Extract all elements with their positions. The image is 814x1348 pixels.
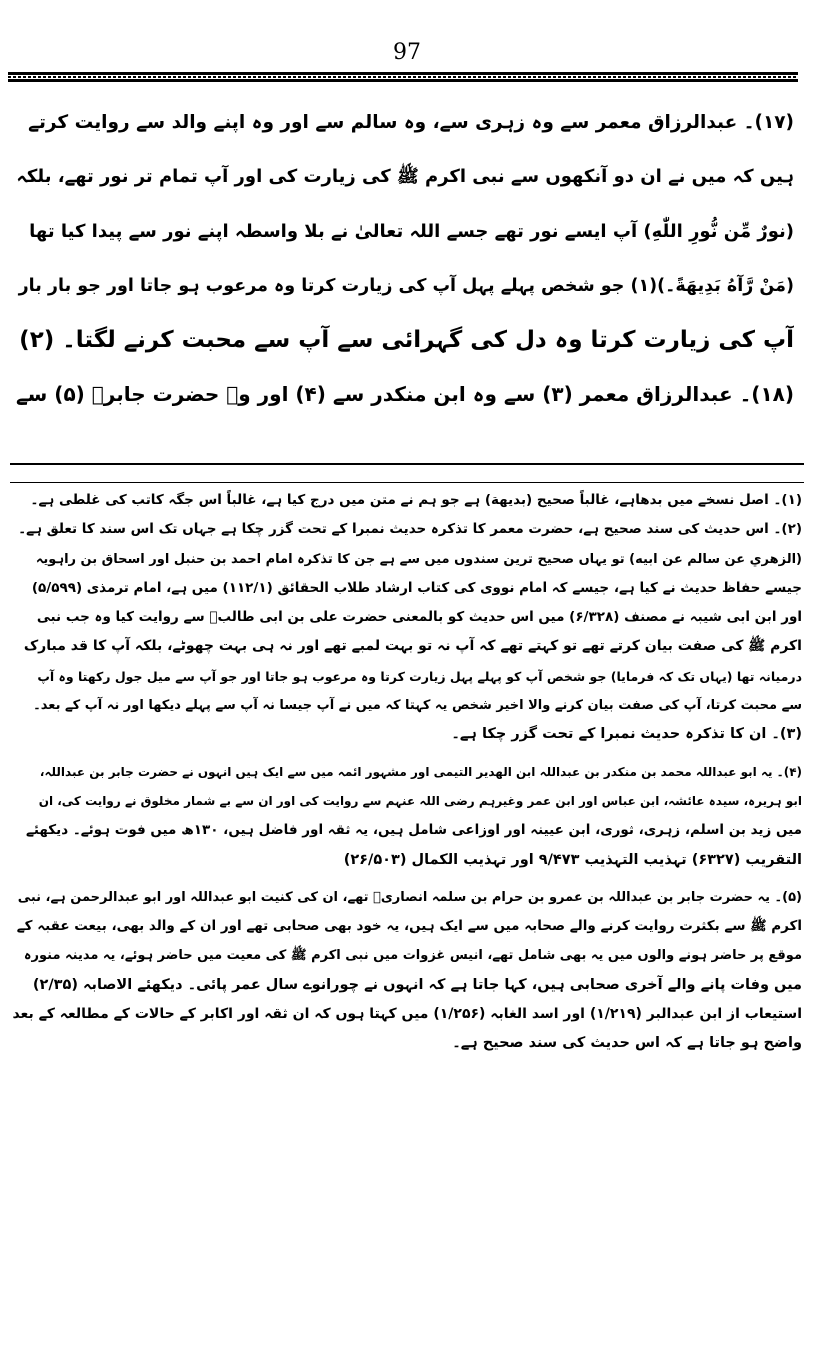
footnote-line: سے محبت کرتا، آپ کی صفت بیان کرنے والا اخیر شخص یہ کہتا کہ میں نے آپ جیسا نہ آپ سے پہلے دیکھا اور نہ آپ کے بعد۔: [33, 698, 802, 714]
main-text-line: آپ کی زیارت کرتا وہ دل کی گہرائی سے آپ سے محبت کرنے لگتا۔ (۲): [19, 327, 794, 354]
footnote-separator: [10, 482, 804, 483]
footnote-line: اور ابن ابی شیبہ نے مصنف (۶/۳۲۸) میں اس حدیث کو بالمعنی حضرت علی بن ابی طالبؓ سے روایت کیا وہ جب نبی: [36, 609, 802, 626]
footnote-line: (۱)۔ اصل نسخے میں بدھاہے، غالباً صحیح (بدیھة) ہے جو ہم نے متن میں درج کیا ہے، غالباً اس جگہ کاتب کی غلطی ہے۔: [30, 492, 802, 508]
main-text: [14, 96, 794, 422]
footnote-line: (۳)۔ ان کا تذکرہ حدیث نمبرا کے تحت گزر چکا ہے۔: [451, 726, 802, 743]
main-text-line: (مَنْ رَّآهُ بَدِيهَةً۔)(۱) جو شخص پہلے پہل آپ کی زیارت کرتا وہ مرعوب ہو جاتا اور جو بار بار: [18, 275, 794, 296]
footnote-line: (۲)۔ اس حدیث کی سند صحیح ہے، حضرت معمر کا تذکرہ حدیث نمبرا کے تحت گزر چکا ہے جہاں تک اس سند کا تعلق ہے۔: [18, 521, 802, 538]
footnote-2: [12, 515, 802, 749]
footnote-5: [12, 883, 802, 1059]
footnote-line: موقع پر حاضر ہونے والوں میں یہ بھی شامل تھے، انیس غزوات میں نبی اکرم ﷺ کی معیت میں حاضر ہوئے، یہ مدینہ منورہ: [23, 948, 802, 964]
main-text-line: (۱۷)۔ عبدالرزاق معمر سے وہ زہری سے، وہ سالم سے اور وہ اپنے والد سے روایت کرتے: [28, 112, 794, 133]
main-text-line: ہیں کہ میں نے ان دو آنکھوں سے نبی اکرم ﷺ کی زیارت کی اور آپ تمام تر نور تھے، بلکہ: [16, 166, 794, 188]
header-rule: [8, 72, 798, 82]
page-number: 97: [393, 40, 421, 65]
footnote-line: التقریب (۶۳۲۷) تہذیب التہذیب ۹/۴۷۳ اور تہذیب الکمال (۲۶/۵۰۳): [343, 851, 802, 868]
footnote-line: درمیانہ تھا (یہاں تک کہ فرمایا) جو شخص آپ کو پہلے پہل زیارت کرتا وہ مرعوب ہو جاتا اور جو آپ سے میل جول رکھتا وہ آپ: [37, 668, 802, 684]
footnote-line: (۵)۔ یہ حضرت جابر بن عبداللہ بن عمرو بن حرام بن سلمہ انصاریؓ تھے، ان کی کنیت ابو عبداللہ اور ابو عبدالرحمن ہے، نبی: [17, 889, 802, 905]
footnote-gap: [12, 750, 802, 758]
footnote-line: ابو ہریرہ، سیدہ عائشہ، ابن عباس اور ابن عمر وغیرہم رضی اللہ عنہم سے روایت کی اور ان سے بے شمار مخلوق نے روایت کی، ان: [38, 793, 802, 808]
footnote-line: واضح ہو جاتا ہے کہ اس حدیث کی سند صحیح ہے۔: [452, 1035, 802, 1052]
footnote-line: (۴)۔ یہ ابو عبداللہ محمد بن منکدر بن عبداللہ ابن الهدیر التیمی اور مشہور ائمہ میں سے ایک ہیں انہوں نے حضرت جابر بن عبداللہ،: [39, 764, 802, 779]
footnote-1: [12, 486, 802, 515]
footnote-line: استیعاب از ابن عبدالبر (۱/۲۱۹) اور اسد الغابہ (۱/۲۵۶) میں کہتا ہوں کہ ان ثقہ اور اکابر کے حالات کے مطالعہ کے بعد: [12, 1006, 802, 1023]
main-text-line: (نورٌ مِّن نُّورِ اللّٰهِ) آپ ایسے نور تھے جسے اللہ تعالیٰ نے بلا واسطہ اپنے نور سے پیدا کیا تھا: [29, 220, 794, 242]
footnote-4: [12, 758, 802, 875]
footnote-gap: [12, 875, 802, 883]
footnotes: [12, 486, 802, 1059]
footnote-line: جیسے حفاظ حدیث نے کیا ہے، جیسے کہ امام نووی کی کتاب ارشاد طلاب الحقائق (۱۱۲/۱) میں ہے، امام ترمذی (۵/۵۹۹): [31, 579, 802, 596]
footnote-line: اکرم ﷺ سے بکثرت روایت کرنے والے صحابہ میں سے ایک ہیں، یہ خود بھی صحابی تھے اور ان کے والد بھی، بیعت عقبہ کے: [16, 918, 802, 935]
main-text-underline: [10, 463, 804, 465]
footnote-line: میں زید بن اسلم، زہری، ثوری، ابن عیینہ اور اوزاعی شامل ہیں، یہ ثقہ اور فاضل ہیں، ۱۳۰ھ میں فوت ہوئے۔ دیکھئے: [25, 822, 802, 839]
footnote-line: (الزهري عن سالم عن ابيه) تو یہاں صحیح ترین سندوں میں سے ہے جن کا تذکرہ امام احمد بن حنبل اور اسحاق بن راہویہ: [35, 551, 802, 567]
main-text-line: (۱۸)۔ عبدالرزاق معمر (۳) سے وہ ابن منکدر سے (۴) اور وہ حضرت جابرؓ (۵) سے: [15, 382, 794, 407]
footnote-line: اکرم ﷺ کی صفت بیان کرتے تھے تو کہتے تھے کہ آپ نہ تو بہت لمبے تھے اور نہ ہی بہت چھوٹے، بلکہ آپ کا قد مبارک: [23, 638, 802, 655]
footnote-line: میں وفات پانے والے آخری صحابی ہیں، کہا جاتا ہے کہ انہوں نے چورانوے سال عمر پائی۔ دیکھئے الاصابہ (۲/۳۵): [32, 976, 802, 993]
